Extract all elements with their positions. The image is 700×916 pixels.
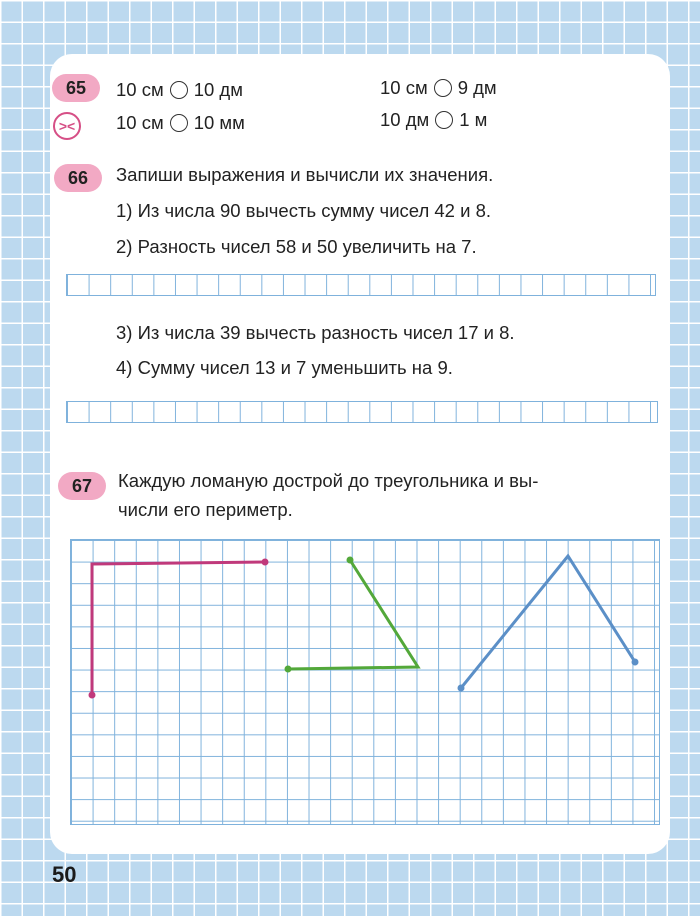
comparison-1: [116, 79, 243, 101]
comparison-right: 9 дм: [457, 77, 497, 98]
exercise-66-instruction: Запиши выражения и вычисли их значения.: [116, 164, 494, 185]
answer-strip-2[interactable]: [66, 401, 658, 423]
exercise-67-instruction-line1: Каждую ломаную дострой до треугольника и вы-: [118, 470, 539, 491]
answer-circle[interactable]: [170, 114, 188, 132]
drawing-grid[interactable]: [70, 539, 660, 825]
answer-circle[interactable]: [435, 111, 453, 129]
comparison-3: [116, 112, 245, 134]
exercise-67-number: 67: [58, 472, 106, 500]
comparison-left: 10 см: [116, 79, 164, 100]
answer-strip-1[interactable]: [66, 274, 656, 296]
comparison-left: 10 см: [380, 77, 428, 98]
comparison-right: 1 м: [459, 109, 488, 130]
comparison-right: 10 мм: [193, 112, 245, 133]
greater-less-equal-icon: ><: [53, 112, 81, 140]
exercise-66-item-3: 3) Из числа 39 вычесть разность чисел 17 и 8.: [116, 322, 515, 343]
exercise-66-item-4: 4) Сумму чисел 13 и 7 уменьшить на 9.: [116, 357, 453, 378]
exercise-66-item-2: 2) Разность чисел 58 и 50 увеличить на 7.: [116, 236, 477, 257]
comparison-left: 10 см: [116, 112, 164, 133]
comparison-right: 10 дм: [193, 79, 243, 100]
exercise-65-number: 65: [52, 74, 100, 102]
exercise-67-instruction-line2: числи его периметр.: [118, 499, 293, 520]
answer-circle[interactable]: [434, 79, 452, 97]
exercise-66-number: 66: [54, 164, 102, 192]
comparison-4: [380, 109, 487, 131]
page-number: 50: [52, 862, 77, 887]
comparison-left: 10 дм: [380, 109, 430, 130]
answer-circle[interactable]: [170, 81, 188, 99]
exercise-66-item-1: 1) Из числа 90 вычесть сумму чисел 42 и 8.: [116, 200, 492, 221]
comparison-2: [380, 77, 497, 99]
